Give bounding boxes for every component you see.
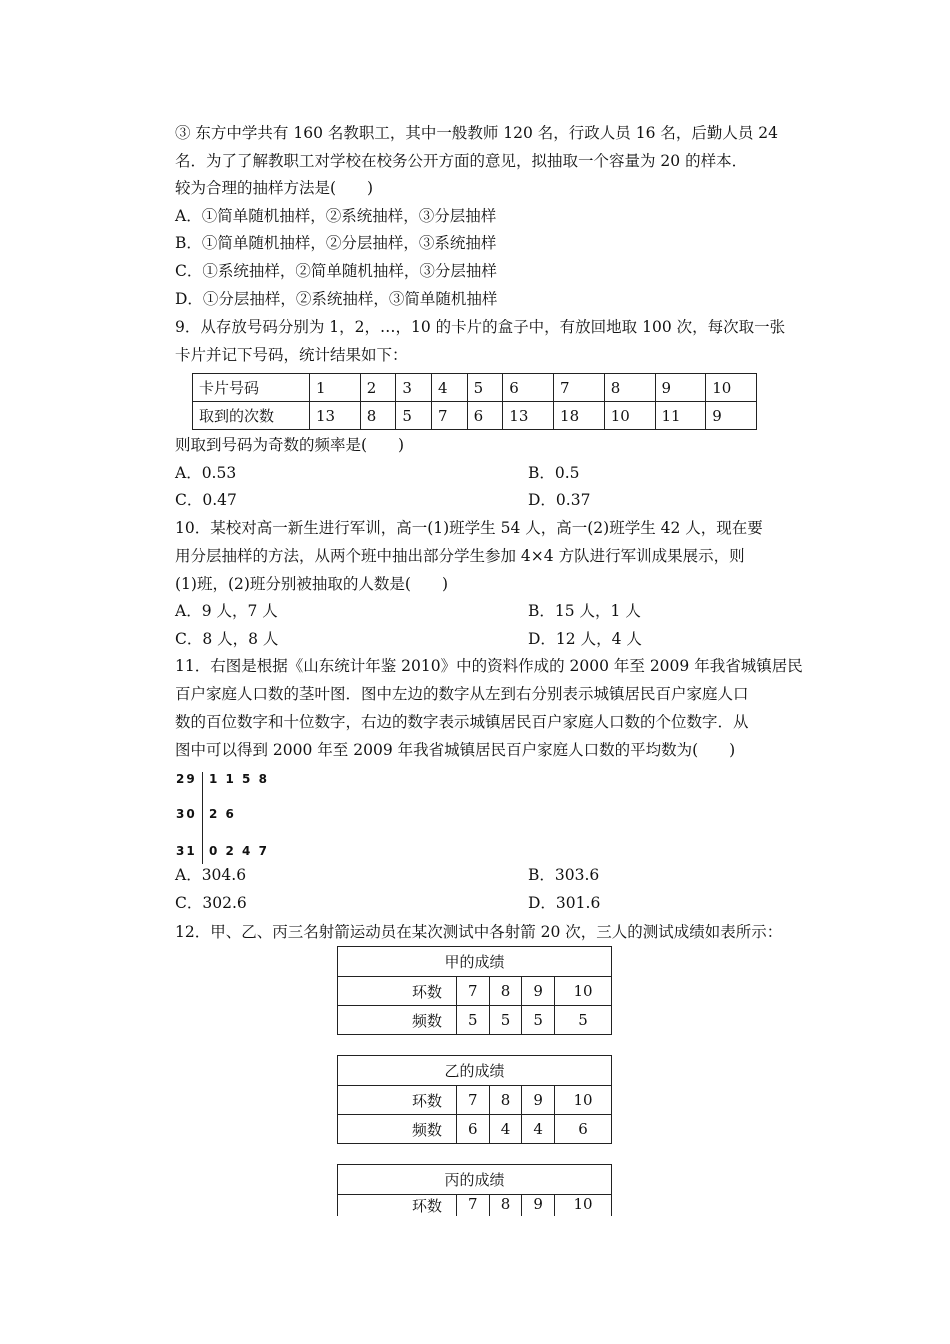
table-cell: 9	[522, 977, 555, 1006]
table-row	[193, 402, 757, 430]
table-cell: 5	[489, 1006, 522, 1035]
table-row	[338, 1056, 612, 1086]
table-row	[338, 1115, 612, 1144]
q9-line-2: 卡片并记下号码，统计结果如下：	[175, 346, 408, 364]
stem-31: 31	[176, 844, 197, 858]
table-cell: 环数	[338, 1086, 457, 1115]
table-cell: 3	[396, 374, 432, 402]
q8-option-a: A．①简单随机抽样，②系统抽样，③分层抽样	[175, 207, 497, 225]
table-cell: 7	[432, 402, 468, 430]
q8-line-2: 名．为了了解教职工对学校在校务公开方面的意见，拟抽取一个容量为 20 的样本．	[175, 152, 748, 170]
q12-line-1: 12．甲、乙、丙三名射箭运动员在某次测试中各射箭 20 次，三人的测试成绩如表所示：	[175, 923, 783, 941]
table-cell: 8	[489, 977, 522, 1006]
score-table-bing	[337, 1164, 612, 1216]
table-cell: 6	[457, 1115, 490, 1144]
table-cell: 11	[655, 402, 706, 430]
table-cell: 10	[604, 402, 655, 430]
table-cell: 8	[489, 1195, 522, 1217]
table-cell: 5	[396, 402, 432, 430]
q8-option-d: D．①分层抽样，②系统抽样，③简单随机抽样	[175, 290, 498, 308]
q10-option-a: A．9 人，7 人	[175, 602, 278, 620]
table-cell: 10	[706, 374, 757, 402]
q9-question: 则取到号码为奇数的频率是( )	[175, 436, 405, 454]
table-cell: 10	[555, 1195, 612, 1217]
table-cell: 13	[310, 402, 361, 430]
table-row	[338, 1086, 612, 1115]
table-cell: 6	[503, 374, 554, 402]
table-cell: 4	[489, 1115, 522, 1144]
table-row	[338, 1006, 612, 1035]
stem-30: 30	[176, 807, 197, 821]
table-cell: 1	[310, 374, 361, 402]
q11-line-2: 百户家庭人口数的茎叶图．图中左边的数字从左到右分别表示城镇居民百户家庭人口	[175, 685, 749, 703]
q10-line-1: 10．某校对高一新生进行军训，高一(1)班学生 54 人，高一(2)班学生 42 人，现在要	[175, 519, 763, 537]
table-cell: 9	[655, 374, 706, 402]
q8-option-b: B．①简单随机抽样，②分层抽样，③系统抽样	[175, 234, 497, 252]
q9-card-table	[192, 373, 757, 430]
table-cell: 环数	[338, 1195, 457, 1217]
table-cell: 7	[457, 1086, 490, 1115]
table-cell: 8	[489, 1086, 522, 1115]
leaves-30: 2 6	[209, 807, 236, 821]
table-row	[193, 374, 757, 402]
table-cell: 6	[467, 402, 503, 430]
table-cell: 5	[457, 1006, 490, 1035]
table-cell: 4	[432, 374, 468, 402]
q10-line-3: (1)班，(2)班分别被抽取的人数是( )	[175, 575, 449, 593]
table-cell: 频数	[338, 1115, 457, 1144]
score-table-yi	[337, 1055, 612, 1144]
q8-option-c: C．①系统抽样，②简单随机抽样，③分层抽样	[175, 262, 497, 280]
q8-line-1: ③ 东方中学共有 160 名教职工，其中一般教师 120 名，行政人员 16 名，后勤人员 24	[175, 124, 779, 142]
table-row	[338, 1165, 612, 1195]
table-cell: 5	[555, 1006, 612, 1035]
table-cell: 7	[554, 374, 605, 402]
table-cell: 8	[360, 402, 396, 430]
stem-divider	[202, 772, 203, 864]
table-cell: 7	[457, 977, 490, 1006]
table-cell: 5	[522, 1006, 555, 1035]
table-cell: 13	[503, 402, 554, 430]
q9-option-a: A．0.53	[175, 464, 237, 482]
q10-option-d: D．12 人，4 人	[528, 630, 642, 648]
score-table-jia	[337, 946, 612, 1035]
table-cell: 9	[522, 1086, 555, 1115]
q10-line-2: 用分层抽样的方法，从两个班中抽出部分学生参加 4×4 方队进行军训成果展示，则	[175, 547, 745, 565]
table-cell: 10	[555, 1086, 612, 1115]
q9-line-1: 9．从存放号码分别为 1，2，…，10 的卡片的盒子中，有放回地取 100 次，每次取一张	[175, 318, 786, 336]
table-title: 丙的成绩	[338, 1165, 612, 1195]
table-cell: 10	[555, 977, 612, 1006]
q11-option-c: C．302.6	[175, 894, 247, 912]
table-cell: 8	[604, 374, 655, 402]
table-cell: 9	[706, 402, 757, 430]
table-cell: 7	[457, 1195, 490, 1217]
q11-line-1: 11．右图是根据《山东统计年鉴 2010》中的资料作成的 2000 年至 2009 年我省城镇居民	[175, 657, 803, 675]
q9-option-c: C．0.47	[175, 491, 237, 509]
table-cell: 取到的次数	[193, 402, 310, 430]
table-title: 甲的成绩	[338, 947, 612, 977]
q11-option-d: D．301.6	[528, 894, 601, 912]
q11-line-4: 图中可以得到 2000 年至 2009 年我省城镇居民百户家庭人口数的平均数为( )	[175, 741, 736, 759]
stem-29: 29	[176, 772, 197, 786]
q11-option-a: A．304.6	[175, 866, 247, 884]
table-cell: 5	[467, 374, 503, 402]
q11-option-b: B．303.6	[528, 866, 600, 884]
q10-option-c: C．8 人，8 人	[175, 630, 279, 648]
q9-option-d: D．0.37	[528, 491, 591, 509]
q8-line-3: 较为合理的抽样方法是( )	[175, 179, 374, 197]
table-cell: 环数	[338, 977, 457, 1006]
leaves-31: 0 2 4 7	[209, 844, 269, 858]
table-cell: 6	[555, 1115, 612, 1144]
table-cell: 9	[522, 1195, 555, 1217]
table-cell: 频数	[338, 1006, 457, 1035]
table-cell: 卡片号码	[193, 374, 310, 402]
table-cell: 2	[360, 374, 396, 402]
table-row	[338, 1195, 612, 1217]
table-cell: 18	[554, 402, 605, 430]
q9-option-b: B．0.5	[528, 464, 580, 482]
table-row	[338, 977, 612, 1006]
q10-option-b: B．15 人，1 人	[528, 602, 641, 620]
table-row	[338, 947, 612, 977]
table-title: 乙的成绩	[338, 1056, 612, 1086]
leaves-29: 1 1 5 8	[209, 772, 269, 786]
table-cell: 4	[522, 1115, 555, 1144]
q11-line-3: 数的百位数字和十位数字，右边的数字表示城镇居民百户家庭人口数的个位数字．从	[175, 713, 749, 731]
